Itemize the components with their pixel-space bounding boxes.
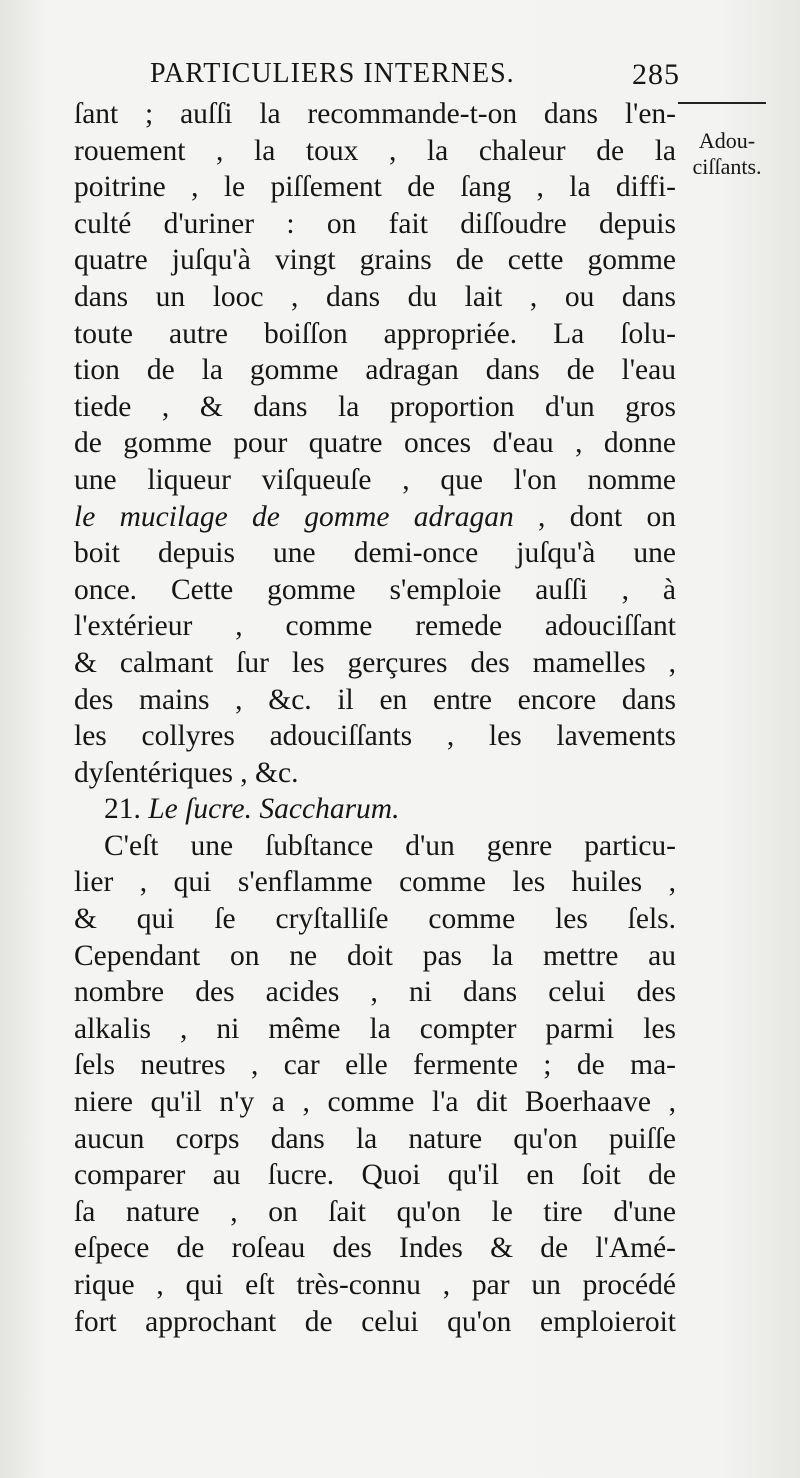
- text-segment: , dont on: [513, 500, 676, 533]
- text-line: [74, 133, 676, 170]
- text-line: [74, 535, 676, 572]
- text-segment: ſels neutres , car elle fermente ; de ma-: [74, 1049, 676, 1082]
- text-line: [74, 1011, 676, 1048]
- text-segment: poitrine , le piſſement de ſang , la diffi-: [74, 171, 676, 204]
- text-segment: nombre des acides , ni dans celui des: [74, 976, 676, 1009]
- text-line: [74, 279, 676, 316]
- text-segment: les collyres adouciſſants , les lavements: [74, 720, 676, 753]
- text-segment: dyſentériques , &c.: [74, 756, 299, 789]
- text-line: [74, 938, 676, 975]
- text-segment: aucun corps dans la nature qu'on puiſſe: [74, 1122, 676, 1155]
- text-line: [74, 1304, 676, 1341]
- text-segment: C'eſt une ſubſtance d'un genre particu-: [104, 829, 676, 862]
- text-segment: alkalis , ni même la compter parmi les: [74, 1012, 676, 1045]
- italic-text: le mucilage de gomme adragan: [74, 500, 514, 533]
- text-segment: de gomme pour quatre onces d'eau , donne: [74, 427, 676, 460]
- margin-note-line: Adou-: [698, 128, 756, 153]
- text-line: [74, 1084, 676, 1121]
- running-title: PARTICULIERS INTERNES.: [150, 58, 515, 89]
- text-line: [74, 608, 676, 645]
- body-text: [74, 96, 676, 1340]
- text-segment: lier , qui s'enflamme comme les huiles ,: [74, 866, 676, 899]
- text-line: [74, 755, 676, 792]
- text-line: [74, 572, 676, 609]
- text-segment: ſant ; auſſi la recommande-t-on dans l'en-: [74, 98, 676, 130]
- text-segment: niere qu'il n'y a , comme l'a dit Boerhaave ,: [74, 1086, 676, 1119]
- text-line: [74, 828, 676, 865]
- text-segment: ſa nature , on ſait qu'on le tire d'une: [74, 1195, 676, 1228]
- text-line: [74, 718, 676, 755]
- text-segment: tiede , & dans la proportion d'un gros: [74, 390, 676, 423]
- text-line: [74, 1194, 676, 1231]
- text-segment: once. Cette gomme s'emploie auſſi , à: [74, 573, 676, 606]
- text-line: [74, 169, 676, 206]
- text-line: [74, 1121, 676, 1158]
- text-segment: eſpece de roſeau des Indes & de l'Amé-: [74, 1232, 676, 1265]
- margin-note: [672, 128, 782, 180]
- text-line: [74, 96, 676, 133]
- text-segment: culté d'uriner : on fait diſſoudre depuis: [74, 207, 676, 240]
- text-line: [74, 1267, 676, 1304]
- text-line: [74, 352, 676, 389]
- text-line: [74, 1047, 676, 1084]
- text-segment: rique , qui eſt très-connu , par un procédé: [74, 1269, 676, 1301]
- text-segment: l'extérieur , comme remede adouciſſant: [74, 610, 676, 643]
- text-line: [74, 425, 676, 462]
- text-line: [74, 499, 676, 536]
- margin-note-line: ciſſants.: [692, 154, 762, 179]
- text-line: [74, 462, 676, 499]
- text-line: [74, 242, 676, 279]
- text-line: [74, 682, 676, 719]
- text-segment: Cependant on ne doit pas la mettre au: [74, 939, 676, 972]
- text-segment: une liqueur viſqueuſe , que l'on nomme: [74, 463, 676, 496]
- text-line: [74, 1157, 676, 1194]
- text-segment: 21.: [104, 793, 149, 826]
- text-segment: toute autre boiſſon appropriée. La ſolu-: [74, 317, 676, 350]
- text-segment: & qui ſe cryſtalliſe comme les ſels.: [74, 903, 676, 936]
- text-line: [74, 389, 676, 426]
- text-line: [74, 645, 676, 682]
- page-number: 285: [632, 58, 680, 91]
- text-segment: & calmant ſur les gerçures des mamelles ,: [74, 646, 676, 679]
- text-segment: des mains , &c. il en entre encore dans: [74, 683, 676, 716]
- text-line: [74, 1230, 676, 1267]
- text-segment: boit depuis une demi-once juſqu'à une: [74, 537, 676, 570]
- text-segment: fort approchant de celui qu'on emploieroit: [74, 1305, 676, 1338]
- text-line: [74, 901, 676, 938]
- text-line: [74, 206, 676, 243]
- section-heading: [74, 791, 676, 828]
- margin-rule: [678, 102, 766, 104]
- text-segment: quatre juſqu'à vingt grains de cette gomme: [74, 244, 676, 277]
- text-line: [74, 864, 676, 901]
- text-segment: dans un looc , dans du lait , ou dans: [74, 280, 676, 313]
- text-segment: rouement , la toux , la chaleur de la: [74, 134, 676, 167]
- italic-text: Le ſucre. Saccharum.: [148, 793, 400, 826]
- text-line: [74, 974, 676, 1011]
- text-segment: comparer au ſucre. Quoi qu'il en ſoit de: [74, 1159, 676, 1192]
- text-segment: tion de la gomme adragan dans de l'eau: [74, 354, 676, 387]
- text-line: [74, 316, 676, 353]
